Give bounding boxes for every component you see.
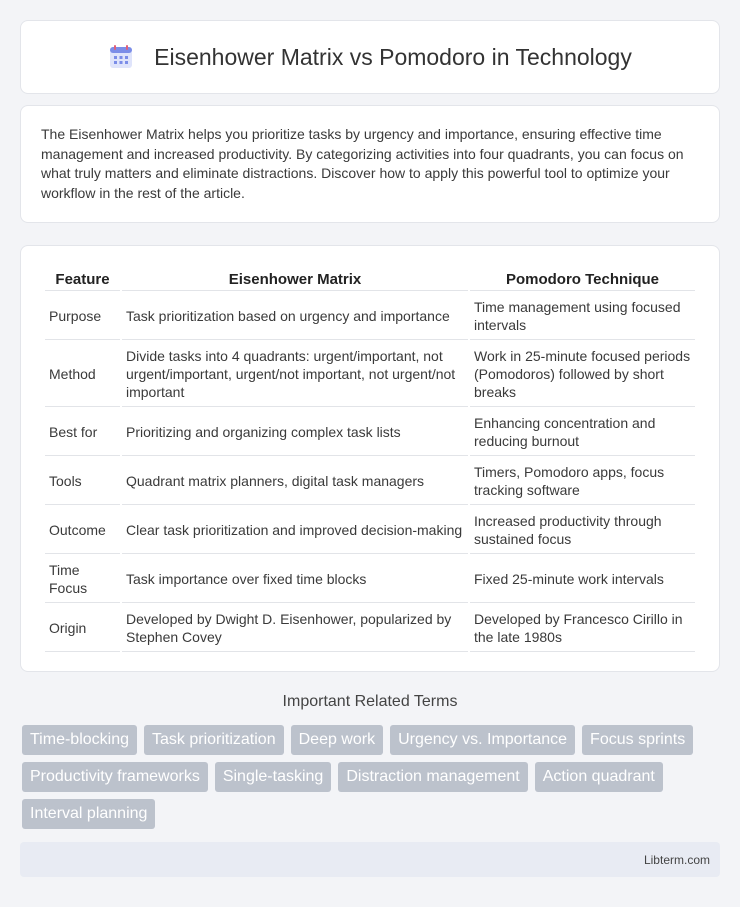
table-row	[45, 605, 695, 652]
table-cell: Quadrant matrix planners, digital task managers	[122, 458, 468, 505]
column-header: Feature	[45, 268, 120, 291]
table-cell: Fixed 25-minute work intervals	[470, 556, 695, 603]
table-cell: Origin	[45, 605, 120, 652]
column-header: Pomodoro Technique	[470, 268, 695, 291]
tag[interactable]: Time-blocking	[22, 725, 137, 755]
table-row	[45, 556, 695, 603]
intro-card	[20, 105, 720, 223]
table-cell: Best for	[45, 409, 120, 456]
tag[interactable]: Interval planning	[22, 799, 155, 829]
table-cell: Outcome	[45, 507, 120, 554]
table-row	[45, 409, 695, 456]
tag[interactable]: Single-tasking	[215, 762, 332, 792]
column-header: Eisenhower Matrix	[122, 268, 468, 291]
table-cell: Task prioritization based on urgency and importance	[122, 293, 468, 340]
table-cell: Purpose	[45, 293, 120, 340]
table-row	[45, 507, 695, 554]
table-cell: Divide tasks into 4 quadrants: urgent/important, not urgent/important, urgent/not important, not urgent/not important	[122, 342, 468, 407]
tag[interactable]: Task prioritization	[144, 725, 284, 755]
table-cell: Tools	[45, 458, 120, 505]
table-cell: Developed by Francesco Cirillo in the late 1980s	[470, 605, 695, 652]
table-cell: Developed by Dwight D. Eisenhower, popularized by Stephen Covey	[122, 605, 468, 652]
tag[interactable]: Distraction management	[338, 762, 527, 792]
table-row	[45, 342, 695, 407]
table-cell: Prioritizing and organizing complex task lists	[122, 409, 468, 456]
tag[interactable]: Action quadrant	[535, 762, 663, 792]
tag[interactable]: Productivity frameworks	[22, 762, 208, 792]
comparison-card	[20, 245, 720, 672]
table-cell: Method	[45, 342, 120, 407]
table-cell: Increased productivity through sustained focus	[470, 507, 695, 554]
table-cell: Task importance over fixed time blocks	[122, 556, 468, 603]
table-header-row	[45, 268, 695, 291]
tag[interactable]: Deep work	[291, 725, 383, 755]
comparison-table	[43, 266, 697, 654]
table-cell: Work in 25-minute focused periods (Pomodoros) followed by short breaks	[470, 342, 695, 407]
table-cell: Timers, Pomodoro apps, focus tracking software	[470, 458, 695, 505]
tag[interactable]: Urgency vs. Importance	[390, 725, 575, 755]
table-row	[45, 458, 695, 505]
table-cell: Time Focus	[45, 556, 120, 603]
intro-text: The Eisenhower Matrix helps you prioritize tasks by urgency and importance, ensuring effective time management and increased productivity. By categorizing activities into four quadrants, you can focus on what truly matters and eliminate distractions. Discover how to apply this powerful tool to optimize your workflow in the rest of the article.	[41, 126, 684, 201]
calendar-icon	[108, 44, 134, 70]
table-cell: Enhancing concentration and reducing burnout	[470, 409, 695, 456]
header-card	[20, 20, 720, 94]
table-cell: Clear task prioritization and improved decision-making	[122, 507, 468, 554]
related-tags	[22, 725, 722, 829]
table-cell: Time management using focused intervals	[470, 293, 695, 340]
footer	[20, 842, 720, 877]
page-title: Eisenhower Matrix vs Pomodoro in Technology	[154, 43, 632, 70]
tag[interactable]: Focus sprints	[582, 725, 693, 755]
table-row	[45, 293, 695, 340]
related-terms-title: Important Related Terms	[282, 693, 458, 710]
footer-link[interactable]: Libterm.com	[643, 852, 710, 867]
